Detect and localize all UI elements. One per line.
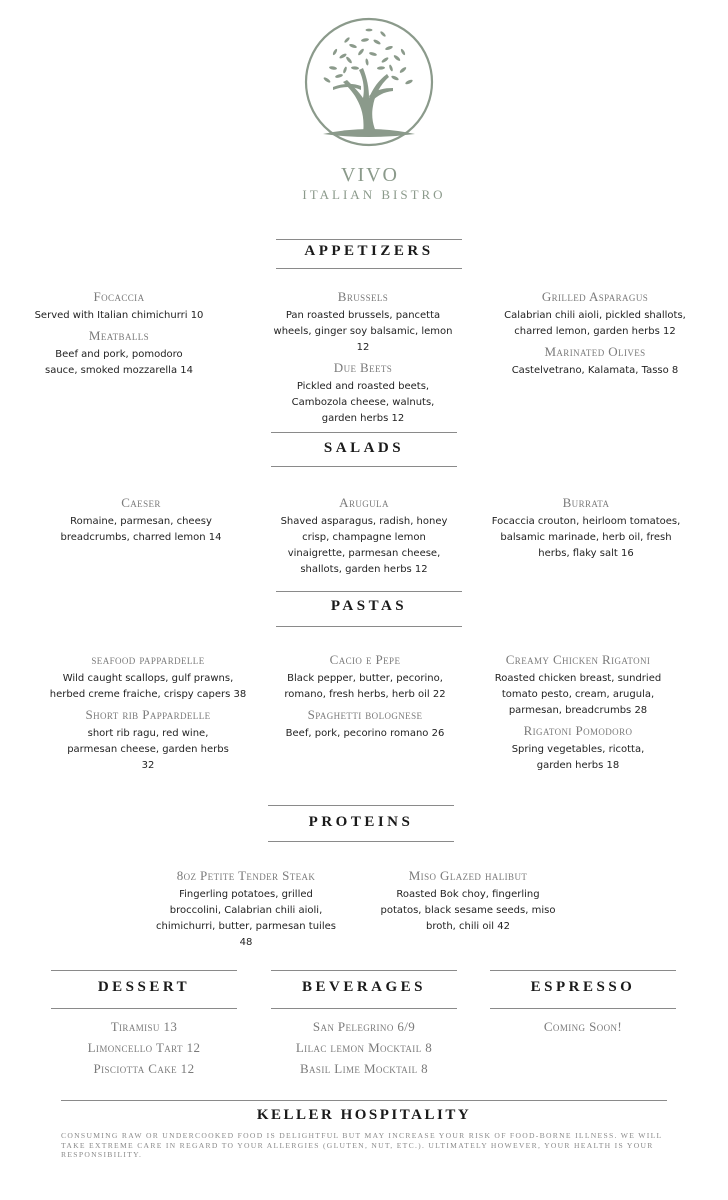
footer-disclaimer: CONSUMING RAW OR UNDERCOOKED FOOD IS DELIGHTFUL BUT MAY INCREASE YOUR RISK OF FOOD-BORNE ILLNESS. WE WILL TAKE EXTREME CARE IN REGARD TO YOUR ALLERGIES (GLUTEN, NUT, ETC.). ULTIMATELY HOWEVER, YOUR HEALTH IS YOUR RESPONSIBILITY. bbox=[61, 1131, 663, 1159]
divider bbox=[51, 1008, 237, 1009]
pastas-col-3 bbox=[488, 652, 668, 774]
olive-tree-icon bbox=[303, 16, 435, 148]
list-item: Lilac lemon Mocktail 8 bbox=[295, 1040, 433, 1055]
divider bbox=[51, 970, 237, 971]
item-desc: Served with Italian chimichurri 10 bbox=[34, 310, 204, 321]
divider bbox=[61, 1100, 667, 1101]
item-desc: Pan roasted brussels, pancetta wheels, ginger soy balsamic, lemon 12 bbox=[273, 310, 453, 353]
brand-name: VIVO bbox=[341, 164, 399, 186]
menu-item bbox=[500, 344, 690, 379]
item-desc: Calabrian chili aioli, pickled shallots, charred lemon, garden herbs 12 bbox=[504, 310, 686, 337]
salads-col-2 bbox=[272, 495, 456, 578]
menu-item bbox=[48, 652, 248, 703]
item-name: Short rib Pappardelle bbox=[85, 707, 211, 722]
item-name: Caeser bbox=[121, 495, 161, 510]
divider bbox=[276, 591, 462, 592]
item-name: Spaghetti bolognese bbox=[307, 707, 423, 722]
item-name: Marinated Olives bbox=[544, 344, 646, 359]
menu-item bbox=[280, 707, 450, 742]
item-name: 8oz Petite Tender Steak bbox=[176, 868, 316, 883]
section-title-dessert: DESSERT bbox=[97, 979, 191, 995]
list-item: Pisciotta Cake 12 bbox=[93, 1061, 195, 1076]
item-desc: Roasted chicken breast, sundried tomato pesto, cream, arugula, parmesan, breadcrumbs 28 bbox=[494, 673, 662, 716]
item-desc: Fingerling potatoes, grilled broccolini, Calabrian chili aioli, chimichurri, butter, parmesan tuiles 48 bbox=[156, 889, 336, 948]
list-item: Basil Lime Mocktail 8 bbox=[299, 1061, 429, 1076]
menu-item bbox=[44, 328, 194, 379]
menu-item bbox=[488, 652, 668, 719]
menu-item bbox=[488, 723, 668, 774]
menu-item bbox=[48, 707, 248, 774]
section-title-beverages: BEVERAGES bbox=[301, 979, 427, 995]
divider bbox=[271, 1008, 457, 1009]
beverages-list bbox=[271, 1016, 457, 1079]
divider bbox=[490, 1008, 676, 1009]
divider bbox=[271, 466, 457, 467]
list-item: San Pelegrino 6/9 bbox=[312, 1019, 416, 1034]
divider bbox=[271, 970, 457, 971]
divider bbox=[268, 805, 454, 806]
item-desc: Wild caught scallops, gulf prawns, herbed creme fraiche, crispy capers 38 bbox=[49, 673, 247, 700]
salads-col-3 bbox=[488, 495, 684, 562]
item-desc: Beef, pork, pecorino romano 26 bbox=[285, 728, 445, 739]
item-desc: Spring vegetables, ricotta, garden herbs 18 bbox=[511, 744, 645, 771]
section-title-appetizers: APPETIZERS bbox=[304, 243, 434, 259]
menu-item bbox=[268, 360, 458, 427]
item-name: Miso Glazed halibut bbox=[408, 868, 528, 883]
divider bbox=[271, 432, 457, 433]
section-title-proteins: PROTEINS bbox=[308, 814, 414, 830]
menu-item bbox=[268, 289, 458, 356]
item-name: Arugula bbox=[339, 495, 389, 510]
pastas-col-2 bbox=[280, 652, 450, 742]
section-title-espresso: ESPRESSO bbox=[530, 979, 636, 995]
item-desc: Romaine, parmesan, cheesy breadcrumbs, charred lemon 14 bbox=[60, 516, 222, 543]
espresso-list bbox=[490, 1016, 676, 1037]
appetizers-col-2 bbox=[268, 289, 458, 427]
appetizers-col-3 bbox=[500, 289, 690, 379]
item-name: Burrata bbox=[562, 495, 610, 510]
item-desc: Beef and pork, pomodoro sauce, smoked mozzarella 14 bbox=[45, 349, 193, 376]
divider bbox=[268, 841, 454, 842]
item-desc: Castelvetrano, Kalamata, Tasso 8 bbox=[511, 365, 679, 376]
salads-col-1 bbox=[58, 495, 224, 546]
divider bbox=[276, 239, 462, 240]
item-name: Cacio e Pepe bbox=[329, 652, 401, 667]
section-title-pastas: PASTAS bbox=[330, 598, 408, 614]
appetizers-col-1 bbox=[34, 289, 204, 379]
item-name: Focaccia bbox=[93, 289, 145, 304]
divider bbox=[490, 970, 676, 971]
item-name: Meatballs bbox=[88, 328, 150, 343]
item-name: Brussels bbox=[337, 289, 389, 304]
pastas-col-1 bbox=[48, 652, 248, 774]
menu-item bbox=[500, 289, 690, 340]
item-desc: Shaved asparagus, radish, honey crisp, champagne lemon vinaigrette, parmesan cheese, shallots, garden herbs 12 bbox=[280, 516, 448, 575]
item-name: Due Beets bbox=[333, 360, 393, 375]
item-name: Grilled Asparagus bbox=[541, 289, 649, 304]
list-item: Coming Soon! bbox=[543, 1019, 623, 1034]
section-title-salads: SALADS bbox=[323, 440, 405, 456]
item-name: seafood pappardelle bbox=[91, 652, 205, 667]
item-desc: Focaccia crouton, heirloom tomatoes, balsamic marinade, herb oil, fresh herbs, flaky salt 16 bbox=[491, 516, 681, 559]
logo bbox=[303, 16, 435, 148]
item-desc: Roasted Bok choy, fingerling potatos, black sesame seeds, miso broth, chili oil 42 bbox=[380, 889, 556, 932]
item-desc: Black pepper, butter, pecorino, romano, fresh herbs, herb oil 22 bbox=[284, 673, 446, 700]
item-desc: Pickled and roasted beets, Cambozola cheese, walnuts, garden herbs 12 bbox=[291, 381, 435, 424]
proteins-col-2 bbox=[370, 868, 566, 935]
divider bbox=[276, 626, 462, 627]
divider bbox=[276, 268, 462, 269]
footer-company: KELLER HOSPITALITY bbox=[256, 1107, 472, 1123]
list-item: Tiramisu 13 bbox=[110, 1019, 178, 1034]
proteins-col-1 bbox=[146, 868, 346, 951]
item-name: Creamy Chicken Rigatoni bbox=[505, 652, 651, 667]
dessert-list bbox=[51, 1016, 237, 1079]
list-item: Limoncello Tart 12 bbox=[87, 1040, 201, 1055]
item-name: Rigatoni Pomodoro bbox=[523, 723, 633, 738]
menu-item bbox=[280, 652, 450, 703]
item-desc: short rib ragu, red wine, parmesan cheese, garden herbs 32 bbox=[67, 728, 229, 771]
brand-tagline: ITALIAN BISTRO bbox=[302, 187, 446, 202]
menu-item bbox=[34, 289, 204, 324]
